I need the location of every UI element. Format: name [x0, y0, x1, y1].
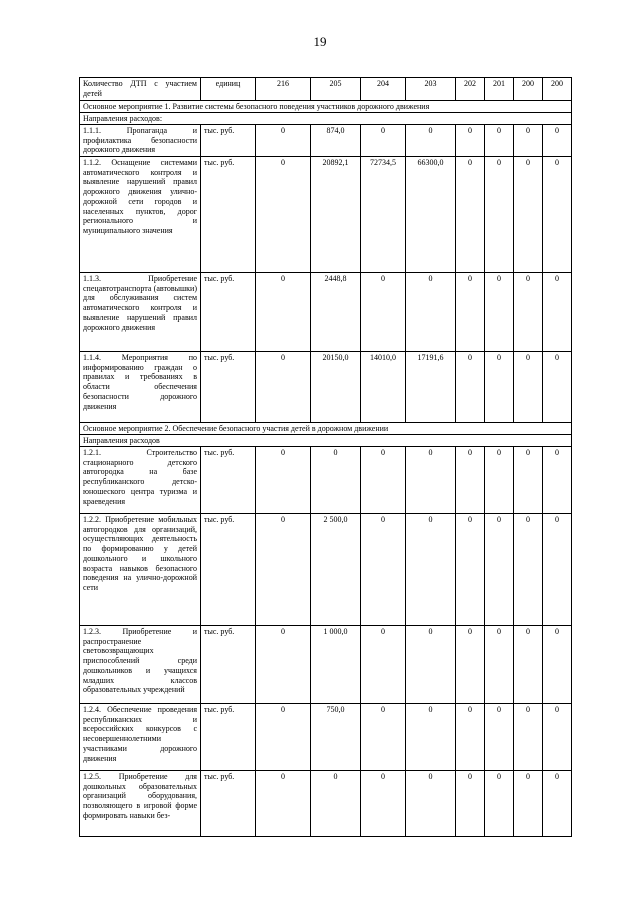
value-cell: 0 — [361, 514, 406, 626]
row-label: 1.1.2. Оснащение системами автоматического контроля и выявление нарушений правил дорожного движения улично-дорожной сети городов и населенных пунктов, дорог регионального и муниципального значения — [80, 157, 201, 273]
value-cell: 201 — [485, 78, 514, 101]
value-cell: 0 — [543, 157, 572, 273]
value-cell: 0 — [543, 771, 572, 837]
value-cell: 20892,1 — [311, 157, 361, 273]
value-cell: 0 — [543, 352, 572, 423]
value-cell: 14010,0 — [361, 352, 406, 423]
value-cell: 0 — [514, 771, 543, 837]
value-cell: 0 — [514, 514, 543, 626]
value-cell: 0 — [256, 514, 311, 626]
page-number: 19 — [313, 34, 327, 49]
row-unit: тыс. руб. — [201, 704, 256, 771]
value-cell: 0 — [456, 514, 485, 626]
value-cell: 203 — [406, 78, 456, 101]
value-cell: 0 — [543, 273, 572, 352]
value-cell: 2448,8 — [311, 273, 361, 352]
value-cell: 874,0 — [311, 125, 361, 157]
value-cell: 0 — [485, 771, 514, 837]
table-row — [80, 704, 572, 771]
table-row — [80, 157, 572, 273]
value-cell: 0 — [256, 273, 311, 352]
value-cell: 200 — [514, 78, 543, 101]
section-1-title: Основное мероприятие 1. Развитие системы безопасного поведения участников дорожного движения — [80, 101, 572, 113]
row-unit: единиц — [201, 78, 256, 101]
row-label: 1.1.3. Приобретение спецавтотранспорта (автовышки) для обслуживания систем автоматического контроля и выявление нарушений правил дорожного движения — [80, 273, 201, 352]
value-cell: 0 — [514, 125, 543, 157]
table-body — [80, 78, 572, 837]
value-cell: 0 — [256, 125, 311, 157]
value-cell: 0 — [543, 704, 572, 771]
section-2-subtitle: Направления расходов — [80, 435, 572, 447]
value-cell: 0 — [361, 704, 406, 771]
value-cell: 0 — [543, 514, 572, 626]
value-cell: 0 — [256, 704, 311, 771]
section-title-row — [80, 101, 572, 113]
value-cell: 66300,0 — [406, 157, 456, 273]
value-cell: 72734,5 — [361, 157, 406, 273]
value-cell: 0 — [514, 447, 543, 514]
value-cell: 0 — [456, 771, 485, 837]
value-cell: 0 — [456, 352, 485, 423]
value-cell: 202 — [456, 78, 485, 101]
row-label: 1.2.5. Приобретение для дошкольных образовательных организаций оборудования, позволяющего в игровой форме формировать навыки без- — [80, 771, 201, 837]
row-label: 1.1.4. Мероприятия по информированию граждан о правилах и требованиях в области обеспечения безопасности дорожного движения — [80, 352, 201, 423]
value-cell: 0 — [456, 704, 485, 771]
table-row — [80, 447, 572, 514]
row-label: 1.2.3. Приобретение и распространение световозвращающих приспособлений среди дошкольников и учащихся младших классов образовательных учреждений — [80, 626, 201, 704]
value-cell: 216 — [256, 78, 311, 101]
row-label: 1.2.1. Строительство стационарного детского автогородка на базе республиканского детско-юношеского центра туризма и краеведения — [80, 447, 201, 514]
value-cell: 0 — [256, 626, 311, 704]
value-cell: 0 — [485, 352, 514, 423]
value-cell: 1 000,0 — [311, 626, 361, 704]
value-cell: 0 — [485, 514, 514, 626]
value-cell: 0 — [543, 626, 572, 704]
value-cell: 0 — [485, 125, 514, 157]
value-cell: 205 — [311, 78, 361, 101]
value-cell: 204 — [361, 78, 406, 101]
table-row — [80, 125, 572, 157]
value-cell: 0 — [543, 125, 572, 157]
value-cell: 0 — [311, 447, 361, 514]
value-cell: 0 — [361, 626, 406, 704]
value-cell: 0 — [406, 626, 456, 704]
value-cell: 0 — [256, 157, 311, 273]
value-cell: 0 — [406, 771, 456, 837]
value-cell: 0 — [514, 626, 543, 704]
table-row — [80, 626, 572, 704]
value-cell: 0 — [485, 704, 514, 771]
row-unit: тыс. руб. — [201, 125, 256, 157]
value-cell: 0 — [311, 771, 361, 837]
section-title-row — [80, 423, 572, 435]
row-label: Количество ДТП с участием детей — [80, 78, 201, 101]
value-cell: 0 — [361, 771, 406, 837]
table-row — [80, 771, 572, 837]
value-cell: 0 — [256, 352, 311, 423]
value-cell: 0 — [485, 626, 514, 704]
value-cell: 17191,6 — [406, 352, 456, 423]
budget-table — [79, 77, 572, 837]
value-cell: 0 — [361, 447, 406, 514]
row-unit: тыс. руб. — [201, 352, 256, 423]
value-cell: 0 — [406, 125, 456, 157]
section-subtitle-row — [80, 435, 572, 447]
value-cell: 0 — [256, 771, 311, 837]
section-2-title: Основное мероприятие 2. Обеспечение безопасного участия детей в дорожном движении — [80, 423, 572, 435]
row-unit: тыс. руб. — [201, 157, 256, 273]
row-unit: тыс. руб. — [201, 514, 256, 626]
value-cell: 0 — [514, 157, 543, 273]
row-unit: тыс. руб. — [201, 771, 256, 837]
table-row — [80, 514, 572, 626]
value-cell: 0 — [543, 447, 572, 514]
value-cell: 0 — [406, 447, 456, 514]
value-cell: 750,0 — [311, 704, 361, 771]
header-row — [80, 78, 572, 101]
value-cell: 0 — [361, 273, 406, 352]
value-cell: 0 — [456, 273, 485, 352]
row-label: 1.2.2. Приобретение мобильных автогородков для организаций, осуществляющих деятельность по формированию у детей дошкольного и школьного возраста навыков безопасного поведения на улично-дорожной сети — [80, 514, 201, 626]
row-label: 1.1.1. Пропаганда и профилактика безопасности дорожного движения — [80, 125, 201, 157]
row-unit: тыс. руб. — [201, 626, 256, 704]
value-cell: 0 — [514, 352, 543, 423]
value-cell: 20150,0 — [311, 352, 361, 423]
value-cell: 0 — [406, 273, 456, 352]
value-cell: 0 — [456, 447, 485, 514]
value-cell: 0 — [256, 447, 311, 514]
value-cell: 0 — [456, 125, 485, 157]
value-cell: 0 — [406, 514, 456, 626]
row-unit: тыс. руб. — [201, 447, 256, 514]
row-unit: тыс. руб. — [201, 273, 256, 352]
value-cell: 0 — [485, 273, 514, 352]
value-cell: 0 — [456, 157, 485, 273]
table-row — [80, 352, 572, 423]
value-cell: 0 — [485, 157, 514, 273]
section-1-subtitle: Направления расходов: — [80, 113, 572, 125]
row-label: 1.2.4. Обеспечение проведения республиканских и всероссийских конкурсов с несовершеннолетними участниками дорожного движения — [80, 704, 201, 771]
value-cell: 0 — [514, 273, 543, 352]
value-cell: 2 500,0 — [311, 514, 361, 626]
value-cell: 0 — [485, 447, 514, 514]
value-cell: 0 — [406, 704, 456, 771]
value-cell: 0 — [456, 626, 485, 704]
value-cell: 0 — [361, 125, 406, 157]
value-cell: 200 — [543, 78, 572, 101]
section-subtitle-row — [80, 113, 572, 125]
table-row — [80, 273, 572, 352]
value-cell: 0 — [514, 704, 543, 771]
